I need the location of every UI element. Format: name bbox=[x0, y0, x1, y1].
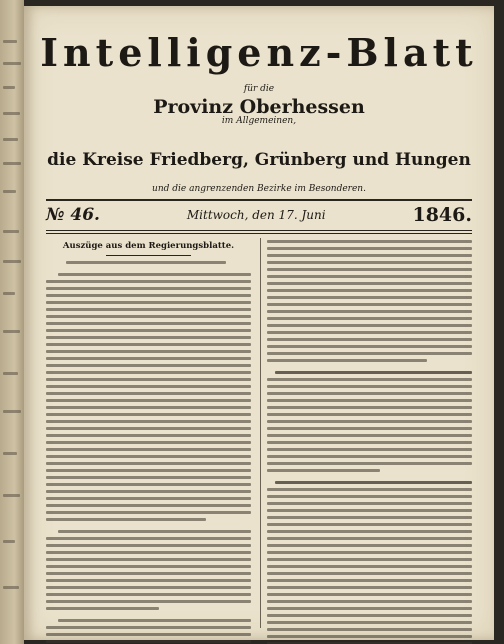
previous-page-edge bbox=[0, 0, 24, 644]
masthead-region: Provinz Oberhessen bbox=[153, 96, 365, 118]
left-column bbox=[46, 240, 251, 630]
masthead-for-the: für die bbox=[243, 84, 275, 94]
issue-rule-bottom-double bbox=[46, 233, 472, 234]
newspaper-page bbox=[24, 6, 494, 640]
left-section-heading: Auszüge aus dem Regierungsblatte. bbox=[62, 241, 235, 251]
issue-bar bbox=[46, 202, 472, 228]
issue-rule-bottom bbox=[46, 230, 472, 231]
column-divider bbox=[260, 238, 261, 628]
masthead-title: Intelligenz-Blatt bbox=[40, 30, 478, 75]
masthead-districts: die Kreise Friedberg, Grünberg und Hungen bbox=[47, 150, 471, 170]
masthead-neighbors: und die angrenzenden Bezirke im Besonderen. bbox=[152, 184, 366, 194]
issue-rule-top bbox=[46, 199, 472, 201]
issue-date: Mittwoch, den 17. Juni bbox=[186, 208, 326, 222]
masthead-in-general: im Allgemeinen, bbox=[221, 116, 297, 126]
right-column bbox=[267, 240, 472, 630]
issue-number: № 46. bbox=[46, 205, 100, 225]
issue-year: 1846. bbox=[412, 204, 472, 226]
